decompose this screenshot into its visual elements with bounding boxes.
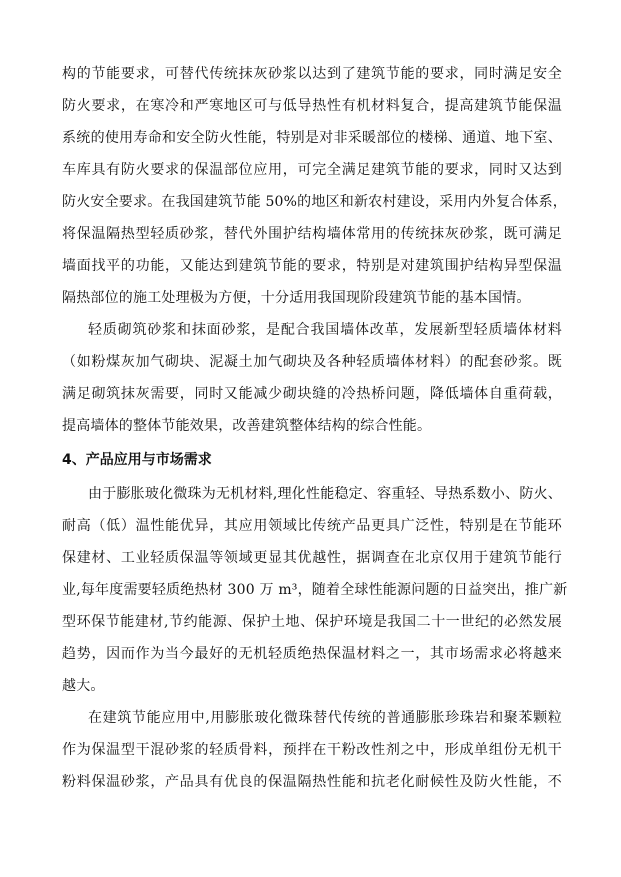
- paragraph-1-line-2: 防火要求，在寒冷和严寒地区可与低导热性有机材料复合，提高建筑节能保温: [62, 98, 562, 114]
- paragraph-2-line-2: （如粉煤灰加气砌块、泥凝土加气砌块及各种轻质墙体材料）的配套砂浆。既: [62, 354, 562, 370]
- section-heading: 4、产品应用与市场需求: [62, 452, 212, 468]
- paragraph-1-line-5: 防火安全要求。在我国建筑节能 50%的地区和新农村建设，采用内外复合体系，: [62, 194, 567, 210]
- paragraph-3-line-4: 业,每年度需要轻质绝热材 300 万 m³，随着全球性能源问题的日益突出，推广新: [62, 582, 568, 598]
- paragraph-3-line-5: 型环保节能建材,节约能源、保护土地、保护环境是我国二十一世纪的必然发展: [62, 614, 562, 630]
- paragraph-3-line-7: 越大。: [62, 678, 105, 694]
- paragraph-2-line-4: 提高墙体的整体节能效果，改善建筑整体结构的综合性能。: [62, 418, 432, 434]
- paragraph-3-line-1: 由于膨胀玻化微珠为无机材料,理化性能稳定、容重轻、导热系数小、防火、: [88, 486, 562, 502]
- paragraph-4-line-1: 在建筑节能应用中,用膨胀玻化微珠替代传统的普通膨胀珍珠岩和聚苯颗粒: [88, 710, 562, 726]
- paragraph-2-line-1: 轻质砌筑砂浆和抹面砂浆，是配合我国墙体改革，发展新型轻质墙体材料: [88, 322, 562, 338]
- paragraph-4-line-2: 作为保温型干混砂浆的轻质骨料，预拌在干粉改性剂之中，形成单组份无机干: [62, 742, 562, 758]
- paragraph-1-line-3: 系统的使用寿命和安全防火性能，特别是对非采暖部位的楼梯、通道、地下室、: [62, 130, 562, 146]
- paragraph-2-line-3: 满足砌筑抹灰需要，同时又能减少砌块缝的冷热桥问题，降低墙体自重荷载，: [62, 386, 562, 402]
- paragraph-1-line-4: 车库具有防火要求的保温部位应用，可完全满足建筑节能的要求，同时又达到: [62, 162, 562, 178]
- paragraph-1-line-7: 墙面找平的功能，又能达到建筑节能的要求，特别是对建筑围护结构异型保温: [62, 258, 562, 274]
- paragraph-3-line-2: 耐高（低）温性能优异，其应用领域比传统产品更具广泛性，特别是在节能环: [62, 518, 562, 534]
- paragraph-1-line-1: 构的节能要求，可替代传统抹灰砂浆以达到了建筑节能的要求，同时满足安全: [62, 66, 562, 82]
- paragraph-4-line-3: 粉料保温砂浆，产品具有优良的保温隔热性能和抗老化耐候性及防火性能，不: [62, 774, 562, 790]
- paragraph-1-line-8: 隔热部位的施工处理极为方便，十分适用我国现阶段建筑节能的基本国情。: [62, 290, 531, 306]
- paragraph-1-line-6: 将保温隔热型轻质砂浆，替代外围护结构墙体常用的传统抹灰砂浆，既可满足: [62, 226, 562, 242]
- paragraph-3-line-3: 保建材、工业轻质保温等领域更显其优越性，据调查在北京仅用于建筑节能行: [62, 550, 562, 566]
- paragraph-3-line-6: 趋势，因而作为当今最好的无机轻质绝热保温材料之一，其市场需求必将越来: [62, 646, 562, 662]
